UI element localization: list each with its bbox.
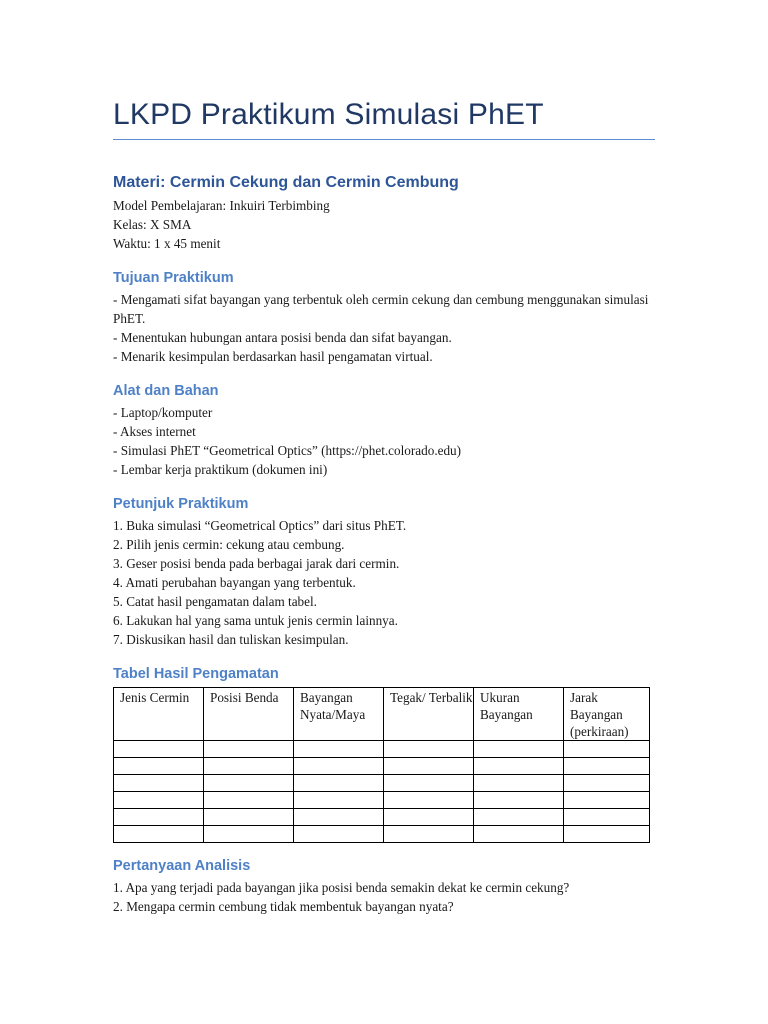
table-cell[interactable] bbox=[204, 809, 294, 826]
kelas-line: Kelas: X SMA bbox=[113, 217, 192, 232]
tujuan-item: - Menarik kesimpulan berdasarkan hasil pengamatan virtual. bbox=[113, 349, 433, 364]
table-row bbox=[114, 775, 650, 792]
petunjuk-step: 6. Lakukan hal yang sama untuk jenis cermin lainnya. bbox=[113, 613, 398, 628]
table-cell[interactable] bbox=[474, 792, 564, 809]
table-cell[interactable] bbox=[114, 792, 204, 809]
document-title: LKPD Praktikum Simulasi PhET bbox=[113, 98, 544, 131]
table-cell[interactable] bbox=[204, 792, 294, 809]
table-cell[interactable] bbox=[114, 758, 204, 775]
table-cell[interactable] bbox=[564, 741, 650, 758]
table-cell[interactable] bbox=[294, 741, 384, 758]
table-cell[interactable] bbox=[204, 758, 294, 775]
table-cell[interactable] bbox=[474, 809, 564, 826]
tabel-heading: Tabel Hasil Pengamatan bbox=[113, 666, 279, 682]
petunjuk-list bbox=[113, 516, 661, 649]
table-cell[interactable] bbox=[204, 775, 294, 792]
col-tegak-terbalik: Tegak/ Terbalik bbox=[384, 688, 474, 741]
tujuan-item: - Menentukan hubungan antara posisi benda dan sifat bayangan. bbox=[113, 330, 452, 345]
col-bayangan-nyata-maya: Bayangan Nyata/Maya bbox=[294, 688, 384, 741]
table-cell[interactable] bbox=[204, 741, 294, 758]
table-cell[interactable] bbox=[384, 758, 474, 775]
title-underline bbox=[113, 139, 655, 140]
table-cell[interactable] bbox=[564, 826, 650, 843]
tujuan-item: - Mengamati sifat bayangan yang terbentuk oleh cermin cekung dan cembung menggunakan simulasi PhET. bbox=[113, 292, 649, 326]
table-cell[interactable] bbox=[564, 792, 650, 809]
table-cell[interactable] bbox=[114, 809, 204, 826]
table-cell[interactable] bbox=[474, 741, 564, 758]
table-cell[interactable] bbox=[294, 792, 384, 809]
table-cell[interactable] bbox=[474, 775, 564, 792]
table-header-row bbox=[114, 688, 650, 741]
col-posisi-benda: Posisi Benda bbox=[204, 688, 294, 741]
table-row bbox=[114, 758, 650, 775]
alat-item: - Lembar kerja praktikum (dokumen ini) bbox=[113, 462, 328, 477]
observation-table bbox=[113, 687, 650, 843]
table-row bbox=[114, 792, 650, 809]
table-cell[interactable] bbox=[114, 741, 204, 758]
table-cell[interactable] bbox=[384, 741, 474, 758]
table-cell[interactable] bbox=[114, 775, 204, 792]
col-jarak-bayangan: Jarak Bayangan (perkiraan) bbox=[564, 688, 650, 741]
table-cell[interactable] bbox=[564, 758, 650, 775]
pertanyaan-item: 2. Mengapa cermin cembung tidak membentuk bayangan nyata? bbox=[113, 899, 454, 914]
petunjuk-heading: Petunjuk Praktikum bbox=[113, 496, 249, 512]
table-cell[interactable] bbox=[294, 775, 384, 792]
petunjuk-step: 1. Buka simulasi “Geometrical Optics” dari situs PhET. bbox=[113, 518, 407, 533]
table-row bbox=[114, 826, 650, 843]
alat-heading: Alat dan Bahan bbox=[113, 383, 219, 399]
table-cell[interactable] bbox=[204, 826, 294, 843]
materi-heading: Materi: Cermin Cekung dan Cermin Cembung bbox=[113, 174, 459, 191]
waktu-line: Waktu: 1 x 45 menit bbox=[113, 236, 221, 251]
col-ukuran-bayangan: Ukuran Bayangan bbox=[474, 688, 564, 741]
table-cell[interactable] bbox=[114, 826, 204, 843]
col-jenis-cermin: Jenis Cermin bbox=[114, 688, 204, 741]
pertanyaan-heading: Pertanyaan Analisis bbox=[113, 858, 251, 874]
table-cell[interactable] bbox=[564, 809, 650, 826]
table-row bbox=[114, 809, 650, 826]
tujuan-heading: Tujuan Praktikum bbox=[113, 270, 234, 286]
alat-item: - Laptop/komputer bbox=[113, 405, 213, 420]
pertanyaan-item: 1. Apa yang terjadi pada bayangan jika posisi benda semakin dekat ke cermin cekung? bbox=[113, 880, 570, 895]
table-cell[interactable] bbox=[294, 826, 384, 843]
petunjuk-step: 4. Amati perubahan bayangan yang terbentuk. bbox=[113, 575, 356, 590]
table-cell[interactable] bbox=[294, 809, 384, 826]
table-cell[interactable] bbox=[474, 758, 564, 775]
model-pembelajaran-line: Model Pembelajaran: Inkuiri Terbimbing bbox=[113, 198, 330, 213]
alat-list bbox=[113, 403, 661, 479]
materi-info bbox=[113, 196, 661, 253]
alat-item: - Simulasi PhET “Geometrical Optics” (https://phet.colorado.edu) bbox=[113, 443, 462, 458]
table-cell[interactable] bbox=[384, 775, 474, 792]
table-body bbox=[114, 741, 650, 843]
table-cell[interactable] bbox=[294, 758, 384, 775]
table-cell[interactable] bbox=[384, 809, 474, 826]
petunjuk-step: 7. Diskusikan hasil dan tuliskan kesimpulan. bbox=[113, 632, 349, 647]
table-cell[interactable] bbox=[384, 826, 474, 843]
pertanyaan-list bbox=[113, 878, 661, 916]
alat-item: - Akses internet bbox=[113, 424, 196, 439]
table-row bbox=[114, 741, 650, 758]
petunjuk-step: 3. Geser posisi benda pada berbagai jarak dari cermin. bbox=[113, 556, 400, 571]
petunjuk-step: 5. Catat hasil pengamatan dalam tabel. bbox=[113, 594, 317, 609]
table-cell[interactable] bbox=[474, 826, 564, 843]
petunjuk-step: 2. Pilih jenis cermin: cekung atau cembung. bbox=[113, 537, 345, 552]
tujuan-list bbox=[113, 290, 661, 366]
table-cell[interactable] bbox=[384, 792, 474, 809]
table-cell[interactable] bbox=[564, 775, 650, 792]
